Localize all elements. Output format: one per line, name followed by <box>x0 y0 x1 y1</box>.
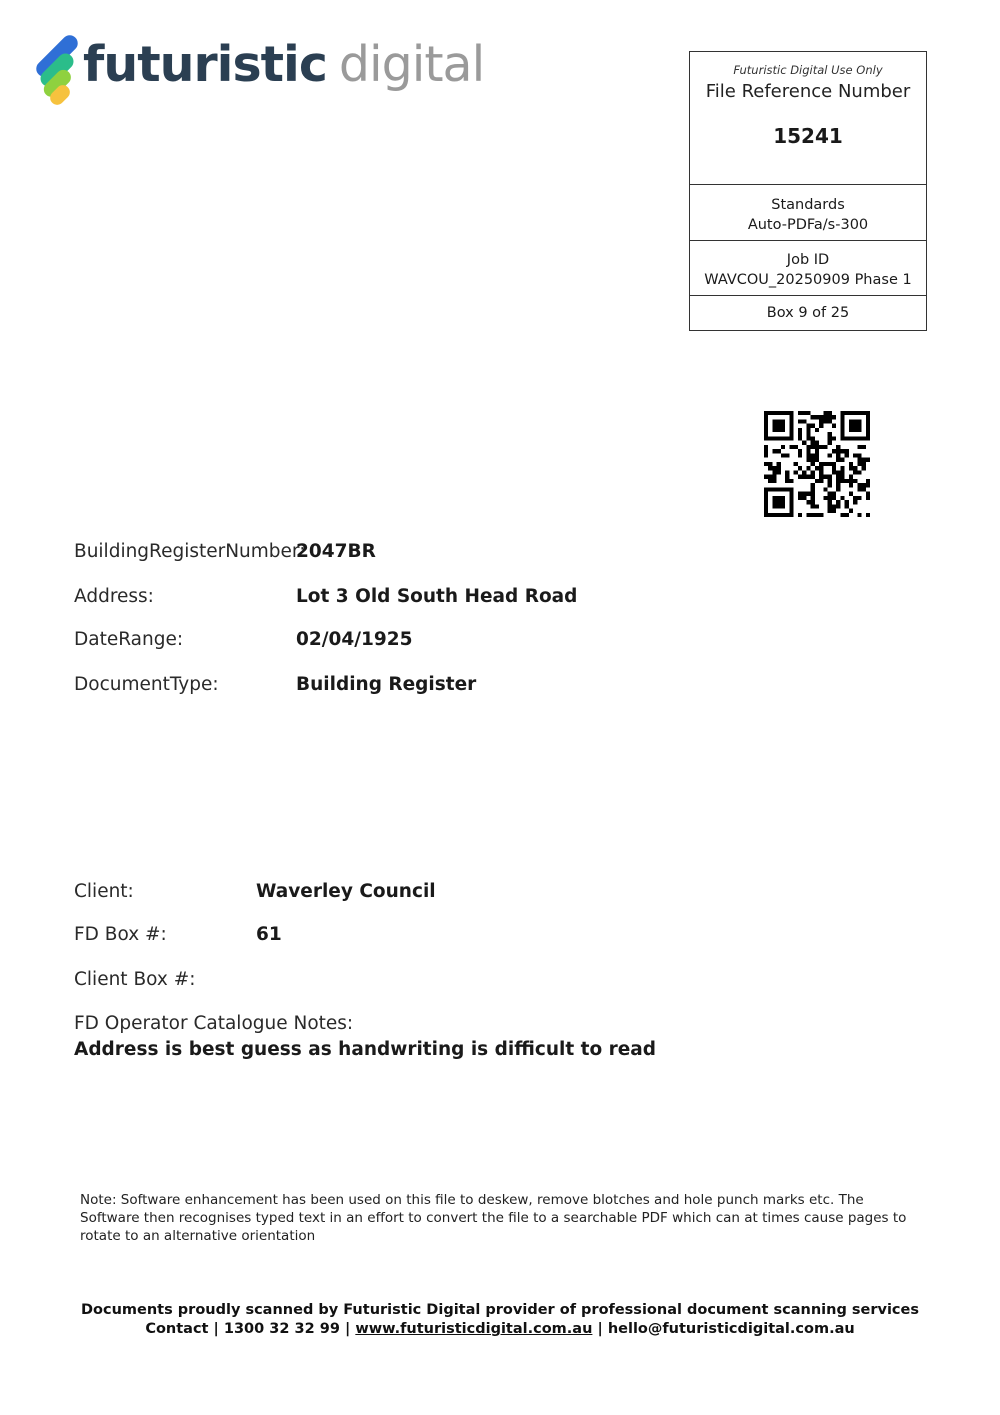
standards-label: Standards <box>771 197 845 213</box>
standards-value: Auto-PDFa/s-300 <box>747 217 869 233</box>
use-only-note: Futuristic Digital Use Only <box>733 63 883 77</box>
date-range-label: DateRange: <box>74 629 184 650</box>
building-register-label: BuildingRegisterNumber: <box>74 541 306 562</box>
job-id-cell <box>690 241 926 296</box>
box-count: Box 9 of 25 <box>766 305 850 321</box>
fd-box-label: FD Box #: <box>74 924 167 945</box>
document-type-label: DocumentType: <box>74 674 219 695</box>
date-range-value: 02/04/1925 <box>296 629 413 650</box>
address-row <box>74 586 578 607</box>
date-range-row <box>74 629 413 650</box>
footer-contact <box>0 1320 1000 1339</box>
fd-box-value: 61 <box>256 924 282 945</box>
job-id-label: Job ID <box>786 252 830 268</box>
building-register-value: 2047BR <box>296 541 376 562</box>
address-label: Address: <box>74 586 154 607</box>
footer-contact-phone: Contact | 1300 32 32 99 | <box>145 1321 351 1337</box>
logo-word-digital: digital <box>338 36 485 93</box>
notes-value-row <box>74 1039 656 1060</box>
catalogue-notes-value: Address is best guess as handwriting is difficult to read <box>74 1039 657 1060</box>
standards-cell <box>690 185 926 241</box>
client-row <box>74 881 436 902</box>
file-reference-box <box>689 51 927 331</box>
client-box-label: Client Box #: <box>74 969 196 990</box>
footer <box>0 1301 1000 1339</box>
document-type-value: Building Register <box>296 674 477 695</box>
logo-wordmark <box>83 36 484 93</box>
job-id-value: WAVCOU_20250909 Phase 1 <box>704 272 912 288</box>
footer-tagline: Documents proudly scanned by Futuristic Digital provider of professional document scanning services <box>81 1302 919 1318</box>
address-value: Lot 3 Old South Head Road <box>296 586 578 607</box>
software-note: Note: Software enhancement has been used on this file to deskew, remove blotches and hole punch marks etc. The Software then recognises typed text in an effort to convert the file to a searchable PDF which can at times cause pages to rotate to an alternative orientation <box>80 1192 907 1244</box>
qr-code-icon <box>764 411 870 517</box>
footer-contact-email: | hello@futuristicdigital.com.au <box>597 1321 855 1337</box>
client-value: Waverley Council <box>256 881 436 902</box>
catalogue-notes-label: FD Operator Catalogue Notes: <box>74 1013 354 1034</box>
logo-mark-icon <box>25 26 85 110</box>
client-label: Client: <box>74 881 134 902</box>
building-register-row <box>74 541 376 562</box>
file-reference-title: File Reference Number <box>705 81 911 102</box>
client-box-row <box>74 969 195 990</box>
website-link[interactable]: www.futuristicdigital.com.au <box>355 1321 593 1337</box>
file-reference-cell <box>690 52 926 185</box>
file-reference-number: 15241 <box>773 124 843 148</box>
company-logo <box>25 26 485 110</box>
notes-label-row <box>74 1013 353 1034</box>
document-type-row <box>74 674 477 695</box>
logo-word-futuristic: futuristic <box>83 36 327 93</box>
fd-box-row <box>74 924 282 945</box>
